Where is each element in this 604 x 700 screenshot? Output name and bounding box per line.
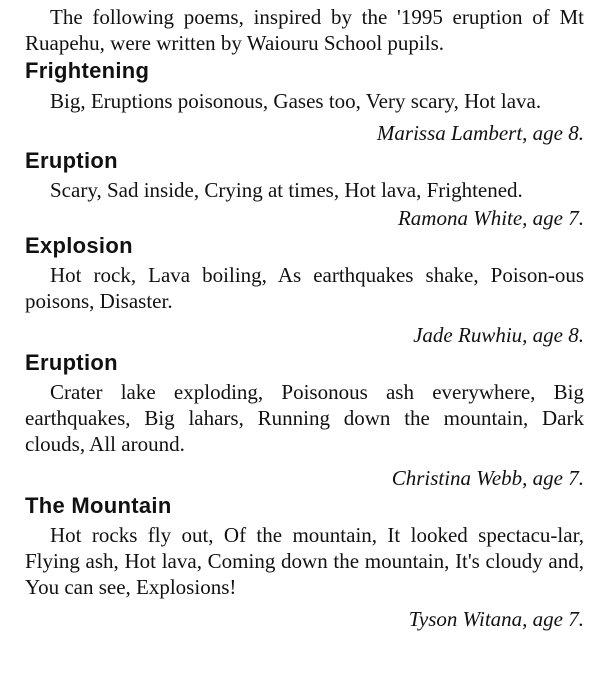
poem-frightening [25,58,584,146]
poem-body: Scary, Sad inside, Crying at times, Hot lava, Frightened. [50,178,523,202]
poem-title: Explosion [25,233,133,258]
poem-body: Hot rock, Lava boiling, As earthquakes shake, Poison-ous poisons, Disaster. [25,263,584,313]
poem-body: Hot rocks fly out, Of the mountain, It looked spectacu-lar, Flying ash, Hot lava, Coming down the mountain, It's cloudy and, You can see, Explosions! [25,523,584,599]
poem-explosion [25,233,584,348]
poem-author: Christina Webb, age 7. [391,466,584,490]
poem-body: Crater lake exploding, Poisonous ash everywhere, Big earthquakes, Big lahars, Running down the mountain, Dark clouds, All around. [25,380,584,456]
poem-eruption-1 [25,148,584,231]
poem-title: Frightening [25,58,150,83]
poem-the-mountain [25,493,584,632]
poem-author: Tyson Witana, age 7. [408,607,584,631]
poem-title: Eruption [25,148,118,173]
poem-author: Marissa Lambert, age 8. [376,121,584,145]
poem-body: Big, Eruptions poisonous, Gases too, Very scary, Hot lava. [50,89,542,113]
poem-title: The Mountain [25,493,172,518]
poem-author: Ramona White, age 7. [397,206,584,230]
intro-paragraph: The following poems, inspired by the '1995 eruption of Mt Ruapehu, were written by Waiouru School pupils. [25,5,584,55]
poem-title: Eruption [25,350,118,375]
poem-author: Jade Ruwhiu, age 8. [413,323,584,347]
poem-eruption-2 [25,350,584,491]
